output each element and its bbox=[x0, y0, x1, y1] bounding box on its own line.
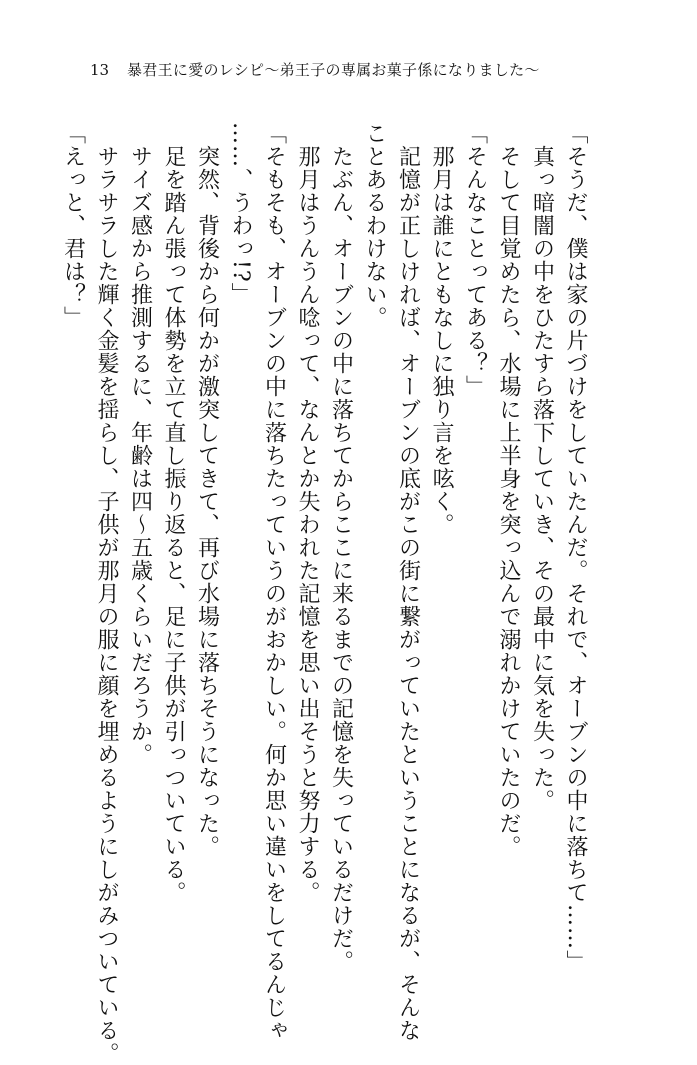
text-line: 「そうだ、僕は家の片づけをしていたんだ。それで、オーブンの中に落ちて……」 bbox=[563, 122, 588, 973]
text-line: 真っ暗闇の中をひたすら落下していき、その最中に気を失った。 bbox=[529, 122, 555, 812]
text-line: 「そもそも、オーブンの中に落ちたっていうのがおかしい。何か思い違いをしてるんじゃ bbox=[261, 122, 287, 1042]
text-line: 那月は誰にともなしに独り言を呟く。 bbox=[429, 122, 454, 536]
text-line: サイズ感から推測するに、年齢は四〜五歳くらいだろうか。 bbox=[127, 122, 153, 766]
text-line: 突然、背後から何かが激突してきて、再び水場に落ちそうになった。 bbox=[194, 122, 220, 858]
text-line: そして目覚めたら、水場に上半身を突っ込んで溺れかけていたのだ。 bbox=[496, 122, 521, 858]
page-header bbox=[0, 58, 697, 82]
text-line: ことあるわけない。 bbox=[362, 122, 387, 329]
text-line: サラサラした輝く金髪を揺らし、子供が那月の服に顔を埋めるようにしがみついている。 bbox=[94, 122, 119, 1065]
text-line: 記憶が正しければ、オーブンの底がこの街に繋がっていたということになるが、そんな bbox=[395, 122, 421, 1042]
text-line: ……、うわっ!?」 bbox=[228, 122, 253, 306]
page-number: 13 bbox=[90, 61, 110, 79]
vertical-body-text bbox=[56, 122, 592, 1065]
text-line: 那月はうんうん唸って、なんとか失われた記憶を思い出そうと努力する。 bbox=[295, 122, 320, 904]
text-line: たぶん、オーブンの中に落ちてからここに来るまでの記憶を失っているだけだ。 bbox=[328, 122, 354, 973]
text-line: 「えっと、君は？」 bbox=[60, 122, 86, 329]
running-title: 暴君王に愛のレシピ〜弟王子の専属お菓子係になりました〜 bbox=[127, 61, 540, 79]
text-line: 「そんなことってある？」 bbox=[462, 122, 488, 398]
text-line: 足を踏ん張って体勢を立て直し振り返ると、足に子供が引っついている。 bbox=[161, 122, 186, 904]
